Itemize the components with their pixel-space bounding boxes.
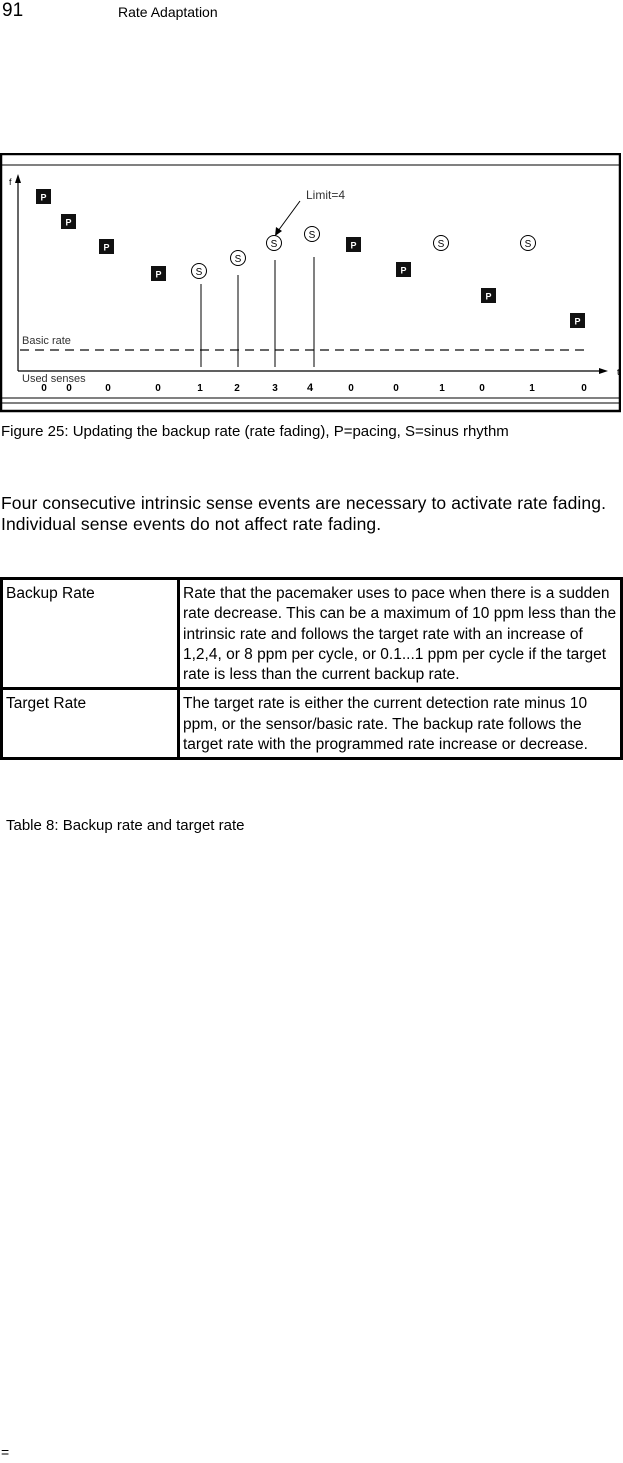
sense-count: 4 [306,382,314,394]
running-title: Rate Adaptation [118,4,218,20]
pace-marker [61,214,76,229]
table-caption: Table 8: Backup rate and target rate [6,817,245,834]
svg-text:P: P [65,217,72,228]
sense-count: 0 [479,383,485,394]
svg-text:S: S [234,254,242,265]
pace-marker [151,266,166,281]
sense-count: 0 [105,383,111,394]
sense-count: 2 [234,383,240,394]
sense-count: 0 [41,383,47,394]
limit-annotation: Limit=4 [306,188,346,202]
svg-text:P: P [350,240,357,251]
svg-text:P: P [40,192,47,203]
footer-mark: = [1,1444,10,1460]
sense-count: 0 [155,383,161,394]
table-row [2,689,622,759]
svg-text:P: P [400,265,407,276]
sense-count: 3 [272,383,278,394]
used-senses-label: Used senses [22,373,86,385]
figure-rate-fading [0,153,621,413]
pace-marker [99,239,114,254]
figure-caption: Figure 25: Updating the backup rate (rate fading), P=pacing, S=sinus rhythm [1,423,509,440]
rate-fading-diagram [0,153,621,413]
page-number: 91 [2,0,24,21]
svg-text:S: S [270,239,278,250]
pace-marker [36,189,51,204]
sense-count: 1 [529,383,535,394]
body-paragraph: Four consecutive intrinsic sense events are necessary to activate rate fading. Individual sense events do not affect rate fading. [1,493,607,534]
pace-marker [346,237,361,252]
table-term: Backup Rate [2,579,179,689]
basic-rate-label: Basic rate [22,335,71,347]
sense-count: 0 [348,383,354,394]
table-definition: The target rate is either the current detection rate minus 10 ppm, or the sensor/basic rate. The backup rate follows the target rate with the programmed rate increase or decrease. [179,689,622,759]
svg-text:S: S [308,230,316,241]
sense-marker [305,227,320,242]
svg-text:S: S [524,239,532,250]
sense-marker [192,264,207,279]
y-axis-label: f [9,177,12,187]
sense-count: 0 [66,383,72,394]
pace-marker [570,313,585,328]
svg-text:P: P [485,291,492,302]
sense-marker [267,236,282,251]
sense-count: 1 [197,383,203,394]
sense-marker [521,236,536,251]
sense-count: 1 [439,383,445,394]
x-axis-label: t [617,367,620,377]
definitions-table [0,577,623,760]
table-row [2,579,622,689]
sense-count: 0 [393,383,399,394]
pace-marker [481,288,496,303]
svg-text:S: S [437,239,445,250]
sense-count: 0 [581,383,587,394]
sense-marker [231,251,246,266]
svg-text:S: S [195,267,203,278]
svg-text:P: P [574,316,581,327]
sense-marker [434,236,449,251]
table-definition: Rate that the pacemaker uses to pace when there is a sudden rate decrease. This can be a maximum of 10 ppm less than the intrinsic rate and follows the target rate with an increase of 1,2,4, or 8 ppm per cycle, or 0.1...1 ppm per cycle if the target rate is less than the current backup rate. [179,579,622,689]
pace-marker [396,262,411,277]
svg-text:P: P [155,269,162,280]
table-term: Target Rate [2,689,179,759]
svg-text:P: P [103,242,110,253]
